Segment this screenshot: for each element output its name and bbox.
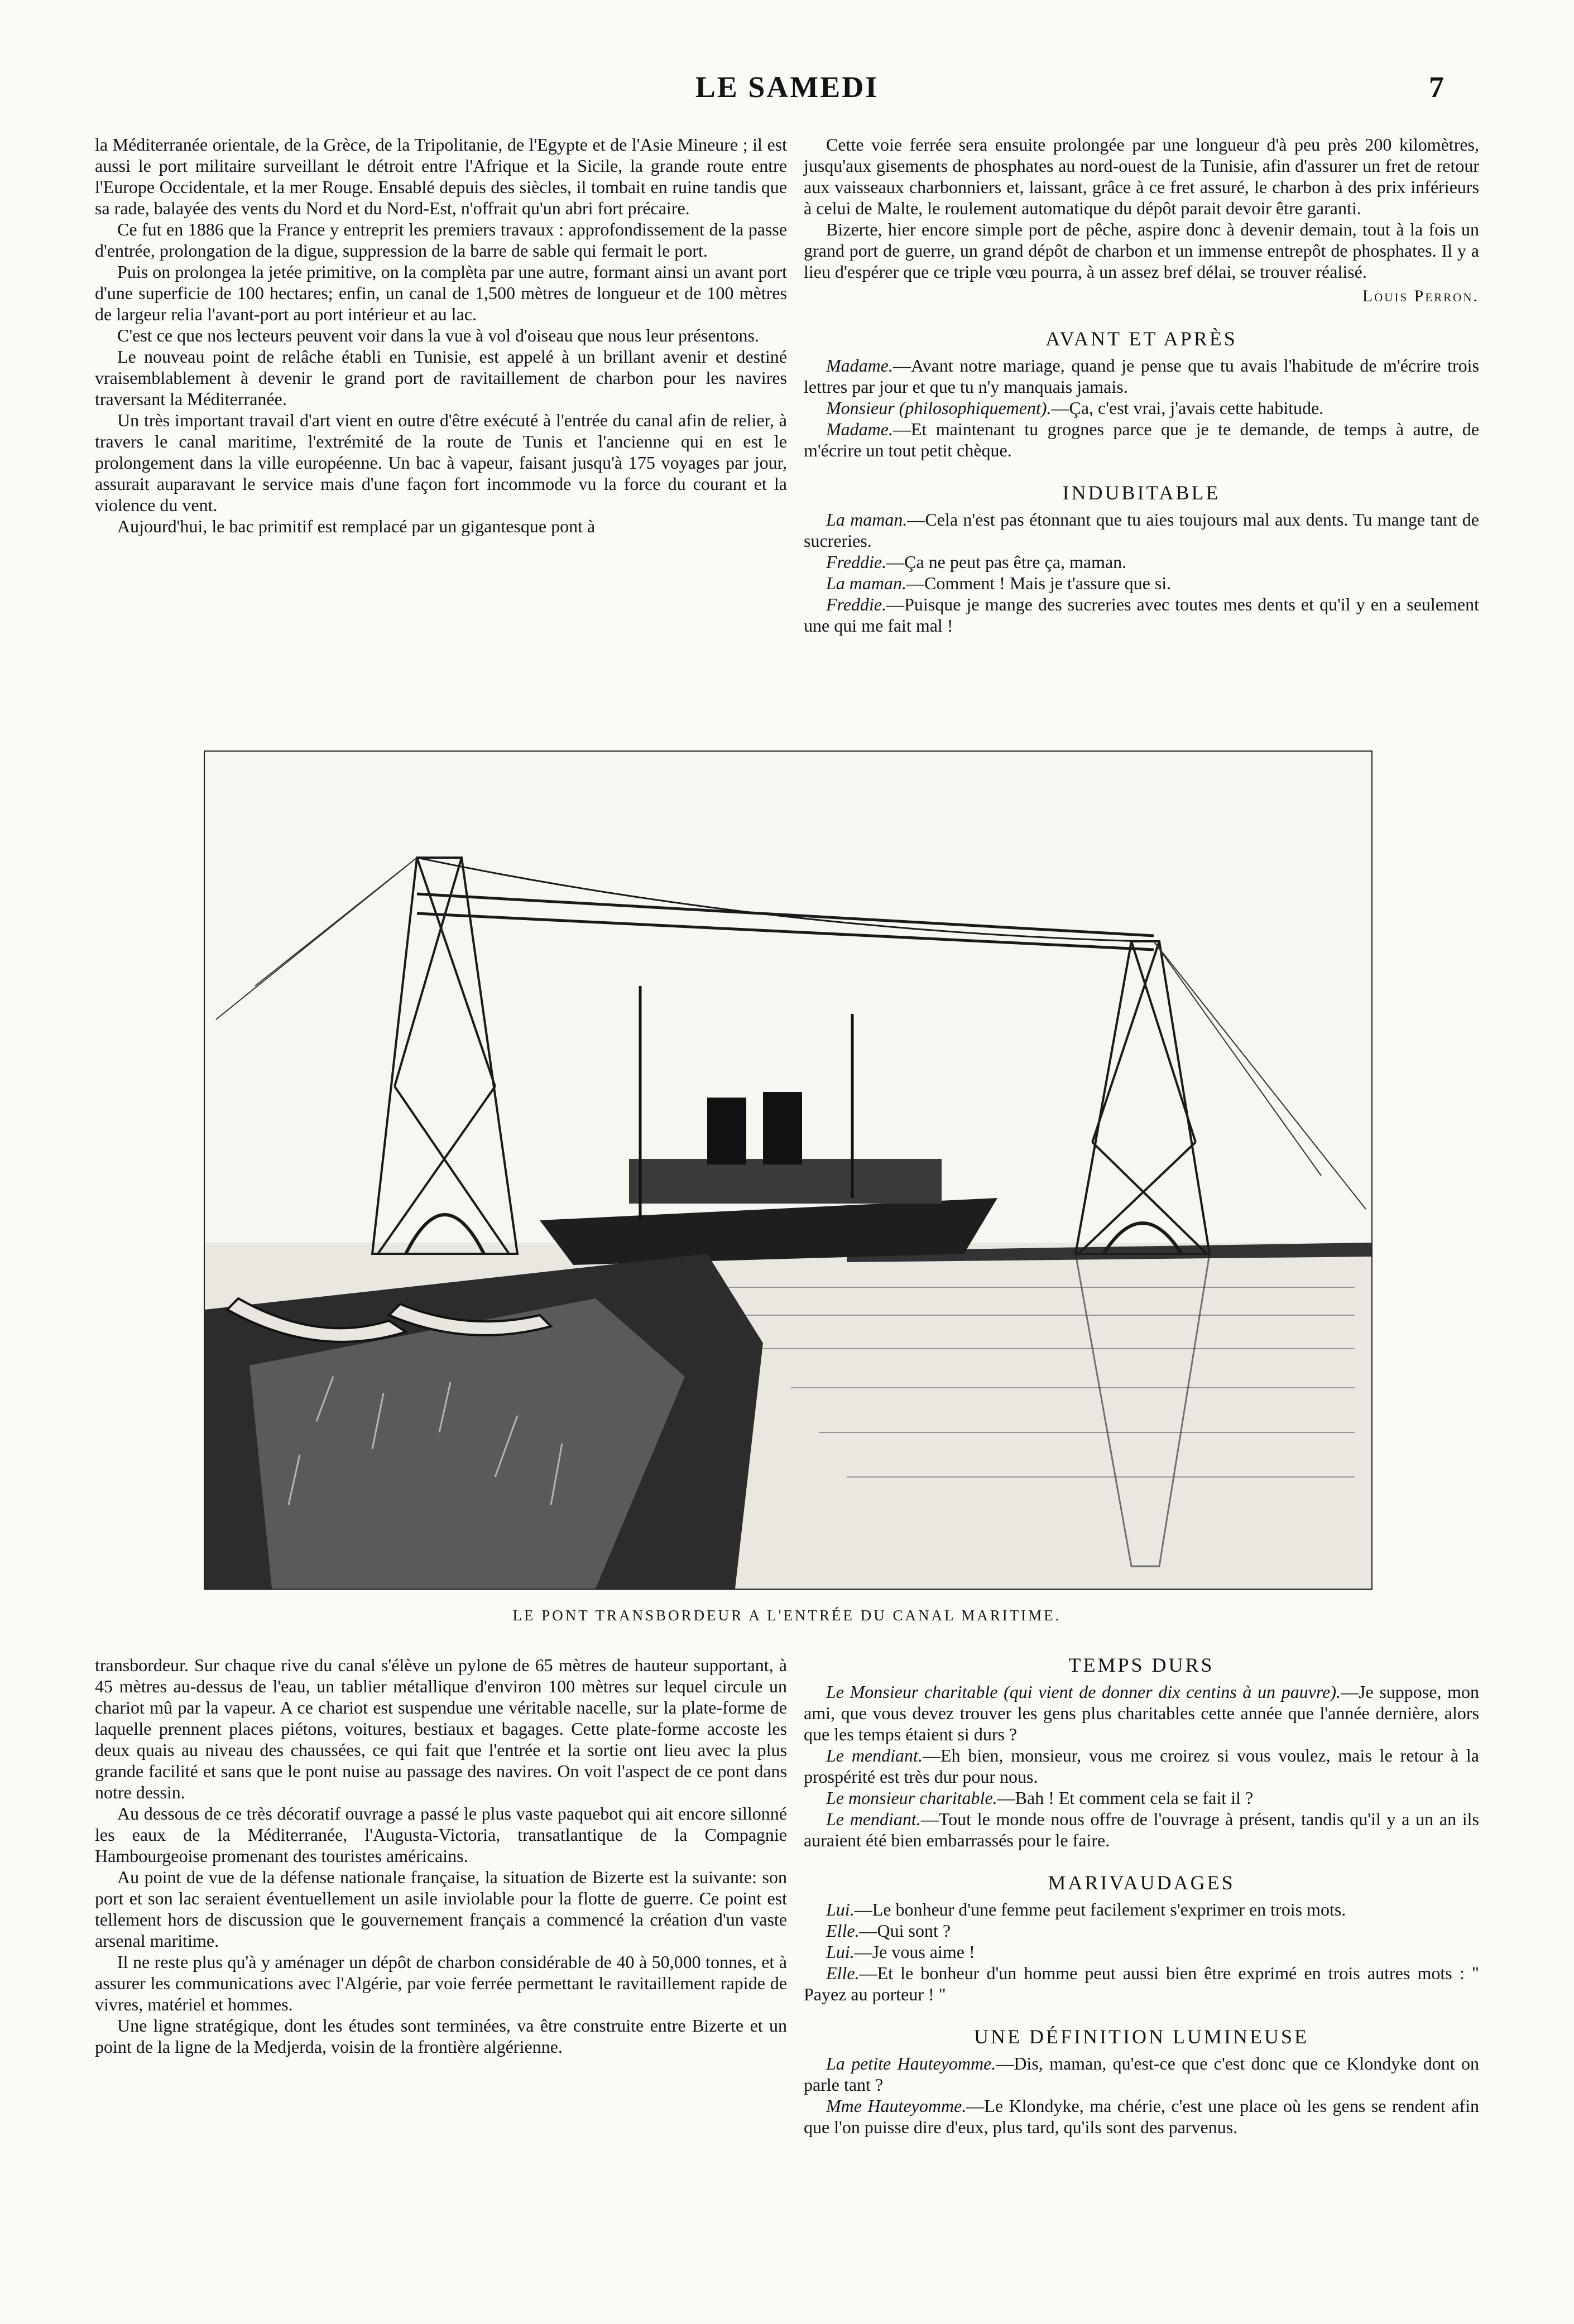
- dialog-text: —Avant notre mariage, quand je pense que tu avais l'habitude de m'écrire trois lettres par jour et que tu n'y manquais jamais.: [804, 355, 1479, 397]
- article-paragraph: Ce fut en 1886 que la France y entreprit les premiers travaux : approfondissement de la passe d'entrée, prolongation de la digue, suppression de la barre de sable qui fermait le port.: [95, 219, 787, 261]
- dialog-text: —Le bonheur d'une femme peut facilement s'exprimer en trois mots.: [854, 1899, 1346, 1919]
- dialog-text: —Le Klondyke, ma chérie, c'est une place où les gens se rendent afin que l'on puisse dire d'eux, plus tard, qu'ils sont des parvenus.: [804, 2096, 1480, 2137]
- article-paragraph: Il ne reste plus qu'à y aménager un dépôt de charbon considérable de 40 à 50,000 tonnes, et à assurer les communications avec l'Algérie, par voie ferrée permettant le ravitaillement rapide de vivres, matériel et hommes.: [95, 1952, 787, 2014]
- article-paragraph: Aujourd'hui, le bac primitif est remplacé par un gigantesque pont à: [117, 516, 596, 536]
- dialog-line: [804, 1899, 1479, 1920]
- section-title-marivaudages: MARIVAUDAGES: [1048, 1871, 1235, 1894]
- dialog-text: —Je suppose, mon ami, que vous devez trouver les gens plus charitables cette année que l'année dernière, alors que les temps étaient si durs ?: [804, 1682, 1480, 1744]
- dialog-line: [804, 1745, 1479, 1787]
- article-paragraph: Au dessous de ce très décoratif ouvrage a passé le plus vaste paquebot qui ait encore sillonné les eaux de la Méditerranée, l'Augusta-Victoria, transatlantique de la Compagnie Hambourgeoise promenant des touristes américains.: [95, 1803, 787, 1866]
- dialog-line: [804, 1681, 1479, 1745]
- speaker: Madame.: [826, 419, 893, 439]
- illustration-transporter-bridge: [204, 750, 1373, 1590]
- dialog-line: [804, 1808, 1479, 1851]
- article-paragraph: transbordeur. Sur chaque rive du canal s'élève un pylone de 65 mètres de hauteur supportant, à 45 mètres au-dessus de l'eau, un tablier métallique d'environ 100 mètres sur lequel circule un chariot mû par la vapeur. A ce chariot est suspendue une véritable nacelle, sur la plate-forme de laquelle prennent places piétons, voitures, bestiaux et bagages. Cette plate-forme accoste les deux quais au niveau des chaussées, ce qui fait que l'entrée et la sortie ont lieu avec la plus grande facilité et sans que le pont nuise au passage des navires. On voit l'aspect de ce pont dans notre dessin.: [95, 1655, 787, 1802]
- page-header: [0, 0, 1574, 112]
- dialog-line: [804, 594, 1479, 636]
- article-paragraph: Bizerte, hier encore simple port de pêche, aspire donc à devenir demain, tout à la fois un grand port de guerre, un grand dépôt de charbon et un immense entrepôt de phosphates. Il y a lieu d'espérer que ce triple vœu pourra, à un assez bref délai, se trouver réalisé.: [804, 219, 1479, 282]
- speaker: Elle.: [826, 1963, 860, 1983]
- speaker: Lui.: [826, 1942, 855, 1962]
- speaker: Monsieur (philosophiquement).: [826, 398, 1052, 418]
- author-signature: Louis Perron.: [1362, 287, 1479, 305]
- dialog-text: —Eh bien, monsieur, vous me croirez si vous voulez, mais le retour à la prospérité est très dur pour nous.: [804, 1745, 1480, 1787]
- dialog-line: [804, 572, 1479, 594]
- article-paragraph: la Méditerranée orientale, de la Grèce, de la Tripolitanie, de l'Egypte et de l'Asie Mineure ; il est aussi le port militaire surveillant le détroit entre l'Afrique et la Sicile, la grande route entre l'Europe Occidentale, et la mer Rouge. Ensablé depuis des siècles, il tombait en ruine tandis que sa rade, balayée des vents du Nord et du Nord-Est, n'offrait qu'un abri fort précaire.: [95, 134, 787, 218]
- article-paragraph: Cette voie ferrée sera ensuite prolongée par une longueur d'à peu près 200 kilomètres, jusqu'aux gisements de phosphates au nord-ouest de la Tunisie, afin d'assurer un fret de retour aux vaisseaux charbonniers et, laissant, grâce à ce fret assuré, le charbon à des prix inférieurs à celui de Malte, le roulement automatique du dépôt parait devoir être garanti.: [804, 134, 1479, 218]
- speaker: Elle.: [826, 1921, 860, 1941]
- dialog-line: [804, 397, 1479, 418]
- speaker: La petite Hauteyomme.: [826, 2053, 996, 2073]
- article-paragraph: Puis on prolongea la jetée primitive, on la complèta par une autre, formant ainsi un avant port d'une superficie de 100 hectares; enfin, un canal de 1,500 mètres de longueur et de 100 mètres de largeur relia l'avant-port au port intérieur et au lac.: [95, 262, 787, 324]
- section-title-definition: UNE DÉFINITION LUMINEUSE: [974, 2025, 1309, 2048]
- dialog-text: —Et le bonheur d'un homme peut aussi bien être exprimé en trois autres mots : " Payez au porteur ! ": [804, 1963, 1479, 2004]
- dialog-line: [804, 2053, 1479, 2095]
- newspaper-title: LE SAMEDI: [695, 70, 879, 104]
- dialog-text: —Puisque je mange des sucreries avec toutes mes dents et qu'il y en a seulement une qui me fait mal !: [804, 594, 1479, 636]
- speaker: Le monsieur charitable.: [826, 1788, 997, 1808]
- article-column-top-left: [95, 134, 787, 537]
- page-number: 7: [1429, 70, 1444, 104]
- dialog-text: —Ça, c'est vrai, j'avais cette habitude.: [1051, 398, 1324, 418]
- speaker: Madame.: [826, 355, 893, 376]
- section-title-indubitable: INDUBITABLE: [1062, 482, 1221, 504]
- dialog-text: —Tout le monde nous offre de l'ouvrage à présent, tandis qu'il y a un an ils auraient été bien embarrassés pour le faire.: [804, 1809, 1480, 1850]
- dialog-line: [804, 418, 1479, 461]
- article-column-top-right: [804, 134, 1479, 636]
- speaker: Le Monsieur charitable (qui vient de donner dix centins à un pauvre).: [826, 1682, 1341, 1702]
- dialog-line: [804, 1941, 1479, 1962]
- speaker: Freddie.: [826, 594, 887, 614]
- dialog-text: —Je vous aime !: [854, 1942, 975, 1962]
- dialog-text: —Ça ne peut pas être ça, maman.: [886, 552, 1127, 572]
- speaker: Mme Hauteyomme.: [826, 2096, 967, 2116]
- dialog-text: —Cela n'est pas étonnant que tu aies toujours mal aux dents. Tu mange tant de sucreries.: [804, 509, 1479, 551]
- bridge-engraving: [205, 752, 1371, 1589]
- speaker: La maman.: [826, 573, 907, 593]
- dialog-line: [804, 551, 1479, 572]
- speaker: Lui.: [826, 1899, 855, 1919]
- illustration-caption: LE PONT TRANSBORDEUR A L'ENTRÉE DU CANAL MARITIME.: [512, 1607, 1062, 1624]
- speaker: La maman.: [826, 509, 908, 530]
- dialog-line: [804, 1920, 1479, 1941]
- dialog-text: —Qui sont ?: [859, 1921, 951, 1941]
- article-column-bottom-left: [95, 1654, 787, 2057]
- article-paragraph: Un très important travail d'art vient en outre d'être exécuté à l'entrée du canal afin de relier, à travers le canal maritime, l'extrémité de la route de Tunis et l'ancienne qui en est le prolongement dans la ville européenne. Un bac à vapeur, faisant jusqu'à 175 voyages par jour, assurait auparavant le service mais d'une façon fort incommode vu la force du courant et la violence du vent.: [95, 410, 787, 515]
- article-paragraph: Au point de vue de la défense nationale française, la situation de Bizerte est la suivante: son port et son lac seraient éventuellement un asile inviolable pour la flotte de guerre. Ce point est tellement hors de discussion que le gouvernement français a commencé la création d'un vaste arsenal maritime.: [95, 1867, 787, 1951]
- article-paragraph: Une ligne stratégique, dont les études sont terminées, va être construite entre Bizerte et un point de la ligne de la Medjerda, voisin de la frontière algérienne.: [95, 2015, 787, 2057]
- speaker: Le mendiant.: [826, 1809, 921, 1829]
- article-paragraph: Le nouveau point de relâche établi en Tunisie, est appelé à un brillant avenir et destiné vraisemblablement à devenir le grand port de ravitaillement de charbon pour les navires traversant la Méditerranée.: [95, 347, 787, 409]
- dialog-line: [804, 2095, 1479, 2138]
- speaker: Freddie.: [826, 552, 887, 572]
- dialog-line: [804, 509, 1479, 551]
- dialog-line: [804, 355, 1479, 397]
- dialog-text: —Comment ! Mais je t'assure que si.: [906, 573, 1172, 593]
- section-title-avant-apres: AVANT ET APRÈS: [1045, 328, 1237, 350]
- dialog-text: —Dis, maman, qu'est-ce que c'est donc que ce Klondyke dont on parle tant ?: [804, 2053, 1479, 2095]
- article-paragraph: C'est ce que nos lecteurs peuvent voir dans la vue à vol d'oiseau que nous leur présentons.: [117, 325, 759, 345]
- speaker: Le mendiant.: [826, 1745, 923, 1765]
- dialog-line: [804, 1787, 1479, 1808]
- dialog-text: —Et maintenant tu grognes parce que je te demande, de temps à autre, de m'écrire un tout petit chèque.: [804, 419, 1479, 460]
- article-column-bottom-right: [804, 1654, 1479, 2138]
- dialog-text: —Bah ! Et comment cela se fait il ?: [997, 1788, 1254, 1808]
- section-title-temps-durs: TEMPS DURS: [1068, 1654, 1215, 1676]
- dialog-line: [804, 1962, 1479, 2005]
